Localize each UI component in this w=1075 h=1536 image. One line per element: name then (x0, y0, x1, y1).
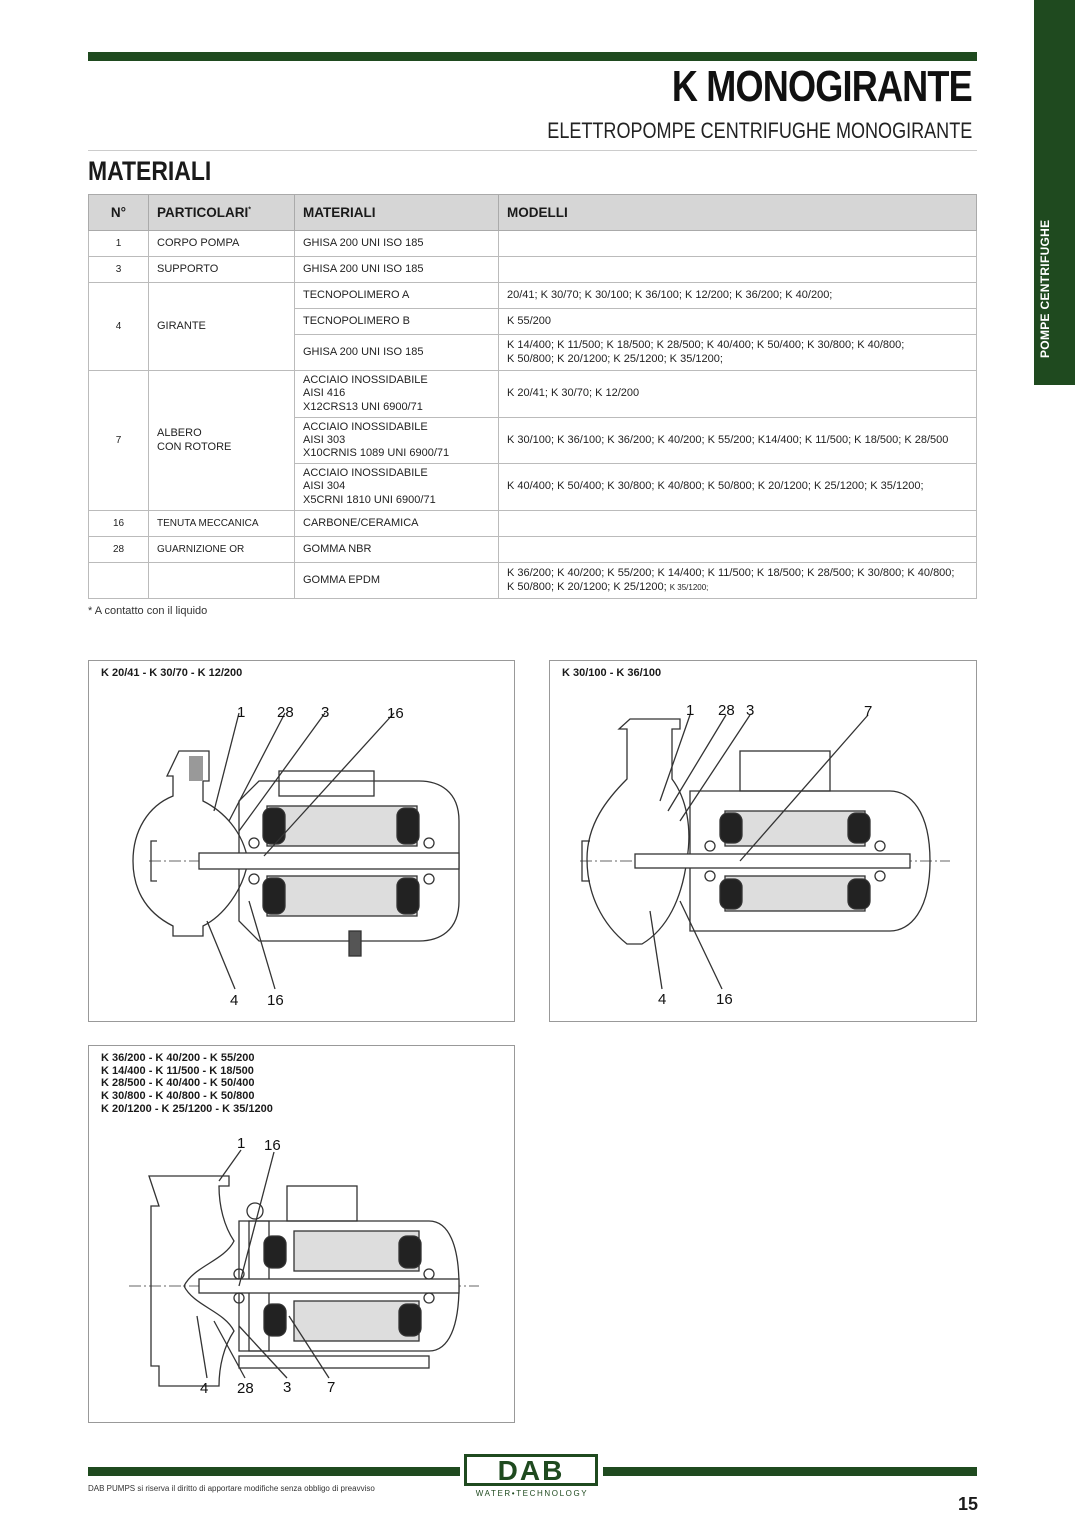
header-divider (88, 150, 977, 151)
svg-text:1: 1 (237, 1135, 246, 1152)
svg-text:28: 28 (237, 1380, 254, 1397)
header-materiali: MATERIALI (295, 195, 499, 231)
table-row: GHISA 200 UNI ISO 185 K 14/400; K 11/500; K 18/500; K 28/500; K 40/400; K 50/400; K 30/800; K 40/800; K 50/800; K 20/1200; K 25/1200; K 35/1200; (89, 335, 977, 371)
pump-drawing-2 (550, 661, 978, 1023)
figure-1 (88, 660, 515, 1022)
svg-text:4: 4 (200, 1380, 209, 1397)
section-title: MATERIALI (88, 156, 212, 186)
table-row: 1 CORPO POMPA GHISA 200 UNI ISO 185 (89, 231, 977, 257)
table-row: 3 SUPPORTO GHISA 200 UNI ISO 185 (89, 257, 977, 283)
page-subtitle: ELETTROPOMPE CENTRIFUGHE MONOGIRANTE (547, 118, 972, 143)
figure-3-title: K 36/200 - K 40/200 - K 55/200 K 14/400 - K 11/500 - K 18/500 K 28/500 - K 40/400 - K 50/400 K 30/800 - K 40/800 - K 50/800 K 20/1200 - K 25/1200 - K 35/1200 (101, 1052, 273, 1115)
svg-text:28: 28 (277, 704, 294, 721)
table-row: 7 ALBERO CON ROTORE ACCIAIO INOSSIDABILE AISI 416 X12CRS13 UNI 6900/71 K 20/41; K 30/70; K 12/200 (89, 371, 977, 418)
figure-1-title: K 20/41 - K 30/70 - K 12/200 (101, 667, 243, 679)
disclaimer: DAB PUMPS si riserva il diritto di apportare modifiche senza obbligo di preavviso (88, 1484, 375, 1493)
table-row: ACCIAIO INOSSIDABILE AISI 303 X10CRNIS 1089 UNI 6900/71 K 30/100; K 36/100; K 36/200; K 40/200; K 55/200; K14/400; K 11/500; K 18/500; K 28/500 (89, 418, 977, 464)
table-row: ACCIAIO INOSSIDABILE AISI 304 X5CRNI 1810 UNI 6900/71 K 40/400; K 50/400; K 30/800; K 40/800; K 50/800; K 20/1200; K 25/1200; K 35/1200; (89, 464, 977, 511)
table-row: 4 GIRANTE TECNOPOLIMERO A 20/41; K 30/70; K 30/100; K 36/100; K 12/200; K 36/200; K 40/200; (89, 283, 977, 309)
svg-text:4: 4 (230, 992, 239, 1009)
pump-drawing-1 (89, 661, 516, 1023)
figure-3 (88, 1045, 515, 1423)
table-row: GOMMA EPDM K 36/200; K 40/200; K 55/200; K 14/400; K 11/500; K 18/500; K 28/500; K 30/800; K 40/800; K 50/800; K 20/1200; K 25/1200; K 35/1200; (89, 563, 977, 599)
svg-text:3: 3 (321, 704, 330, 721)
page-number: 15 (957, 1494, 978, 1514)
table-row: 28 GUARNIZIONE OR GOMMA NBR (89, 537, 977, 563)
svg-text:7: 7 (327, 1379, 336, 1396)
svg-text:16: 16 (387, 705, 404, 722)
header-n: N° (89, 195, 149, 231)
footnote: * A contatto con il liquido (88, 605, 208, 617)
svg-text:3: 3 (283, 1379, 292, 1396)
figure-2-title: K 30/100 - K 36/100 (562, 667, 662, 679)
table-header-row (89, 195, 977, 231)
figure-2 (549, 660, 977, 1022)
materials-table (88, 194, 977, 599)
svg-text:1: 1 (237, 704, 246, 721)
side-tab (1034, 0, 1075, 385)
svg-text:28: 28 (718, 702, 735, 719)
svg-text:3: 3 (746, 702, 755, 719)
logo-wordmark: DAB (464, 1454, 598, 1486)
header-particolari: PARTICOLARI* (149, 195, 295, 231)
header-modelli: MODELLI (499, 195, 977, 231)
page-title: K MONOGIRANTE (671, 62, 972, 111)
dab-logo (460, 1452, 603, 1500)
side-tab-label: POMPE CENTRIFUGHE (1038, 219, 1052, 358)
svg-text:7: 7 (864, 703, 873, 720)
logo-tagline: WATER•TECHNOLOGY (475, 1489, 589, 1498)
svg-text:1: 1 (686, 702, 695, 719)
svg-text:16: 16 (264, 1137, 281, 1154)
svg-text:16: 16 (716, 991, 733, 1008)
pump-drawing-3 (89, 1046, 516, 1424)
table-row: 16 TENUTA MECCANICA CARBONE/CERAMICA (89, 511, 977, 537)
svg-text:16: 16 (267, 992, 284, 1009)
table-row: TECNOPOLIMERO B K 55/200 (89, 309, 977, 335)
svg-text:4: 4 (658, 991, 667, 1008)
top-green-bar (88, 52, 977, 61)
